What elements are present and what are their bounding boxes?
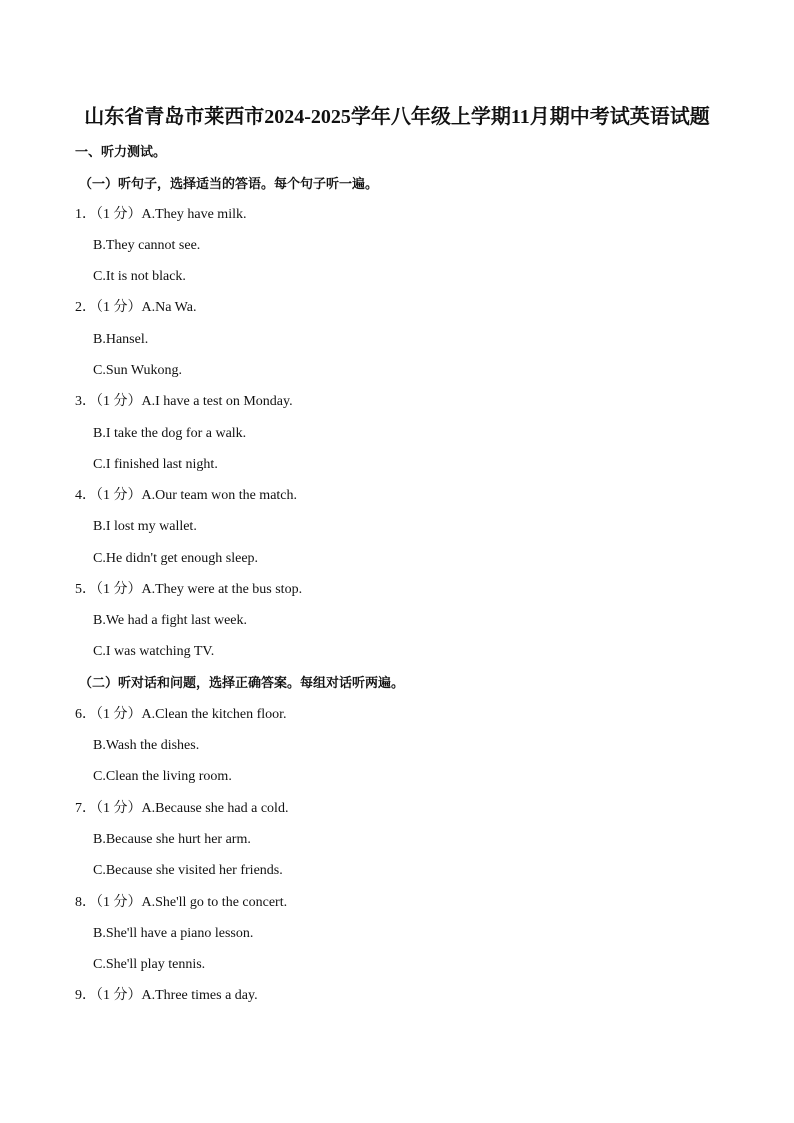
question-5-option-c: C.I was watching TV. <box>93 644 215 659</box>
question-8-option-b: B.She'll have a piano lesson. <box>93 926 254 941</box>
question-3-option-b: B.I take the dog for a walk. <box>93 426 247 441</box>
part1-heading: （一）听句子，选择适当的答语。每个句子听一遍。 <box>79 177 379 192</box>
question-5: 5．（1 分）A.They were at the bus stop. <box>75 582 303 597</box>
document-title: 山东省青岛市莱西市2024-2025学年八年级上学期11月期中考试英语试题 <box>84 106 710 128</box>
question-6-option-c: C.Clean the living room. <box>93 769 232 784</box>
question-1-option-c: C.It is not black. <box>93 269 186 284</box>
question-4-option-c: C.He didn't get enough sleep. <box>93 551 259 566</box>
question-4-option-b: B.I lost my wallet. <box>93 519 197 534</box>
question-2-option-c: C.Sun Wukong. <box>93 363 183 378</box>
section-heading-listening: 一、听力测试。 <box>75 145 167 160</box>
question-4: 4．（1 分）A.Our team won the match. <box>75 488 298 503</box>
question-8-option-c: C.She'll play tennis. <box>93 957 206 972</box>
question-7: 7．（1 分）A.Because she had a cold. <box>75 801 289 816</box>
question-8: 8．（1 分）A.She'll go to the concert. <box>75 895 288 910</box>
question-6: 6．（1 分）A.Clean the kitchen floor. <box>75 707 287 722</box>
question-6-option-b: B.Wash the dishes. <box>93 738 200 753</box>
question-1: 1．（1 分）A.They have milk. <box>75 207 247 222</box>
part2-heading: （二）听对话和问题，选择正确答案。每组对话听两遍。 <box>79 676 405 691</box>
question-7-option-b: B.Because she hurt her arm. <box>93 832 251 847</box>
question-2: 2．（1 分）A.Na Wa. <box>75 300 197 315</box>
question-9: 9．（1 分）A.Three times a day. <box>75 988 258 1003</box>
question-2-option-b: B.Hansel. <box>93 332 149 347</box>
question-7-option-c: C.Because she visited her friends. <box>93 863 283 878</box>
question-5-option-b: B.We had a fight last week. <box>93 613 247 628</box>
question-3-option-c: C.I finished last night. <box>93 457 218 472</box>
question-1-option-b: B.They cannot see. <box>93 238 201 253</box>
question-3: 3．（1 分）A.I have a test on Monday. <box>75 394 293 409</box>
